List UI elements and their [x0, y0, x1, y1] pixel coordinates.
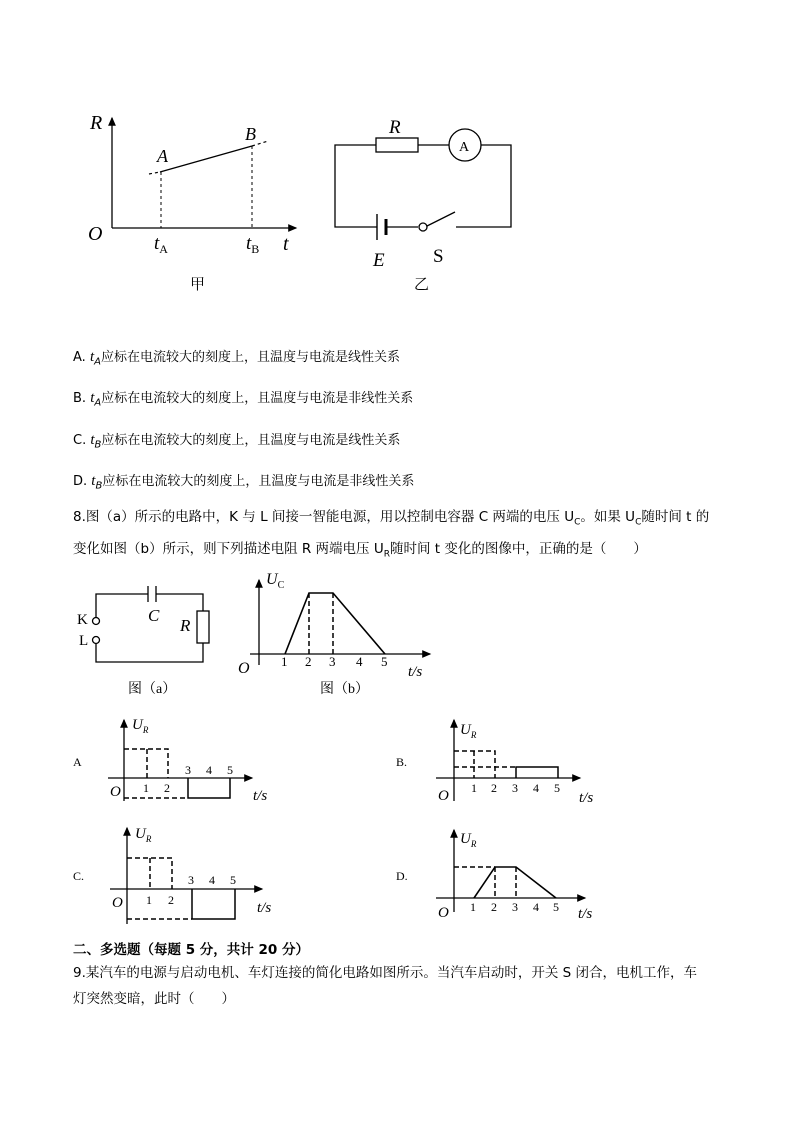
- resistor-symbol: [376, 138, 418, 152]
- option-var: t: [89, 349, 95, 365]
- tick: 2: [305, 654, 312, 669]
- q7-option-c[interactable]: [73, 429, 400, 451]
- origin: O: [438, 788, 449, 804]
- origin-label: O: [88, 223, 103, 245]
- q9-line1: 9.某汽车的电源与启动电机、车灯连接的简化电路如图所示。当汽车启动时，开关 S 闭合，电机工作，车: [73, 965, 698, 981]
- tick: 3: [329, 654, 336, 669]
- sub: C: [635, 517, 642, 528]
- option-letter: C.: [73, 433, 87, 448]
- tick: 5: [553, 900, 559, 914]
- q8-line1: 8.图（a）所示的电路中，K 与 L 间接一智能电源，用以控制电容器 C 两端的电压 U: [73, 509, 575, 525]
- tick: 2: [164, 781, 170, 795]
- tick: 1: [281, 654, 288, 669]
- graph-b: [238, 571, 430, 697]
- q8-line2-end: 随时间 t 变化的图像中，正确的是（ ）: [389, 540, 647, 557]
- option-sub: A: [94, 356, 101, 368]
- q8-choice-graphs[interactable]: [0, 712, 794, 932]
- q8-line1-end: 随时间 t 的: [641, 509, 710, 525]
- sub: R: [383, 549, 390, 560]
- q8-line1-tail: 。如果 U: [580, 509, 636, 525]
- tick-ta: $t_A$: [154, 233, 168, 256]
- option-text: 应标在电流较大的刻度上，且温度与电流是非线性关系: [101, 391, 414, 406]
- choice-letter: D.: [396, 869, 408, 883]
- option-letter: A.: [73, 350, 86, 365]
- option-var: t: [90, 432, 95, 448]
- option-sub: A: [94, 397, 102, 409]
- axis-label-t: t: [283, 233, 289, 255]
- tick: 2: [491, 900, 497, 914]
- label-k: K: [77, 612, 88, 628]
- resistor-a: [197, 611, 209, 643]
- choice-c-graph[interactable]: [73, 826, 271, 924]
- x-axis: t/s: [257, 900, 272, 916]
- section-title: 二、多选题（每题 5 分，共计 20 分）: [73, 942, 309, 958]
- circuit-yi: [335, 129, 511, 240]
- caption-b: 图（b）: [320, 682, 369, 697]
- sub: C: [574, 517, 581, 528]
- choice-letter: C.: [73, 869, 85, 883]
- option-var: t: [91, 473, 96, 489]
- origin-b: O: [238, 660, 250, 677]
- tick: 4: [533, 781, 539, 795]
- choice-letter: A: [73, 755, 82, 769]
- tick: 5: [554, 781, 560, 795]
- q8-figures: [0, 562, 794, 702]
- x-axis: t/s: [579, 790, 594, 806]
- graph-jia: [88, 112, 296, 293]
- q9-line2: 灯突然变暗，此时（ ）: [73, 991, 235, 1007]
- tick: 3: [185, 763, 191, 777]
- q7-option-d[interactable]: [73, 470, 414, 492]
- tick: 1: [146, 893, 152, 907]
- option-sub: B: [94, 439, 102, 451]
- tick: 3: [512, 900, 518, 914]
- label-c: C: [148, 606, 160, 625]
- y-axis: $U_R$: [132, 717, 149, 735]
- tick: 4: [206, 763, 212, 777]
- y-axis-uc: $U_C$: [266, 571, 285, 591]
- choice-b-graph[interactable]: [396, 720, 593, 806]
- origin: O: [110, 784, 121, 800]
- option-var: t: [90, 390, 95, 406]
- origin: O: [438, 905, 449, 921]
- option-sub: B: [95, 480, 103, 492]
- switch-label: S: [433, 246, 444, 267]
- tick: 4: [209, 873, 215, 887]
- label-r: R: [180, 616, 191, 635]
- q8-line2: 变化如图（b）所示，则下列描述电阻 R 两端电压 U: [73, 540, 384, 557]
- battery-label: E: [373, 250, 385, 271]
- q7-option-b[interactable]: [73, 387, 413, 409]
- x-axis: t/s: [578, 906, 593, 922]
- y-axis: $U_R$: [135, 826, 152, 844]
- option-letter: B.: [73, 391, 87, 406]
- tick: 2: [168, 893, 174, 907]
- choice-letter: B.: [396, 755, 408, 769]
- point-b-label: B: [245, 124, 256, 144]
- choice-a-graph[interactable]: [73, 717, 267, 804]
- tick: 5: [227, 763, 233, 777]
- tick: 2: [491, 781, 497, 795]
- option-text: 应标在电流较大的刻度上，且温度与电流是非线性关系: [102, 474, 415, 489]
- tick: 1: [471, 781, 477, 795]
- option-text: 应标在电流较大的刻度上，且温度与电流是线性关系: [100, 350, 400, 365]
- q7-option-a[interactable]: [73, 346, 400, 368]
- q8-stem: [73, 504, 733, 567]
- tick: 1: [143, 781, 149, 795]
- option-text: 应标在电流较大的刻度上，且温度与电流是线性关系: [101, 433, 401, 448]
- tick: 5: [230, 873, 236, 887]
- uc-curve: [285, 593, 385, 654]
- tick: 4: [533, 900, 539, 914]
- y-axis: $U_R$: [460, 831, 477, 849]
- label-l: L: [79, 633, 89, 649]
- choice-d-graph[interactable]: [396, 830, 592, 922]
- figure-jia-yi: [0, 0, 794, 300]
- option-letter: D.: [73, 474, 88, 489]
- tick: 1: [470, 900, 476, 914]
- tick-tb: $t_B$: [246, 233, 260, 256]
- y-axis: $U_R$: [460, 722, 477, 740]
- ammeter-label: A: [459, 140, 470, 155]
- origin: O: [112, 895, 123, 911]
- axis-label-r: R: [90, 112, 103, 134]
- resistor-label: R: [389, 117, 401, 138]
- caption-yi: 乙: [414, 277, 430, 293]
- tick: 4: [356, 654, 363, 669]
- point-a-label: A: [157, 146, 168, 166]
- q9-stem: [73, 960, 733, 1012]
- tick: 3: [512, 781, 518, 795]
- tick: 3: [188, 873, 194, 887]
- tick: 5: [381, 654, 388, 669]
- caption-a: 图（a）: [128, 682, 177, 697]
- x-axis-b: t/s: [408, 664, 423, 680]
- x-axis: t/s: [253, 788, 268, 804]
- caption-jia: 甲: [190, 277, 206, 293]
